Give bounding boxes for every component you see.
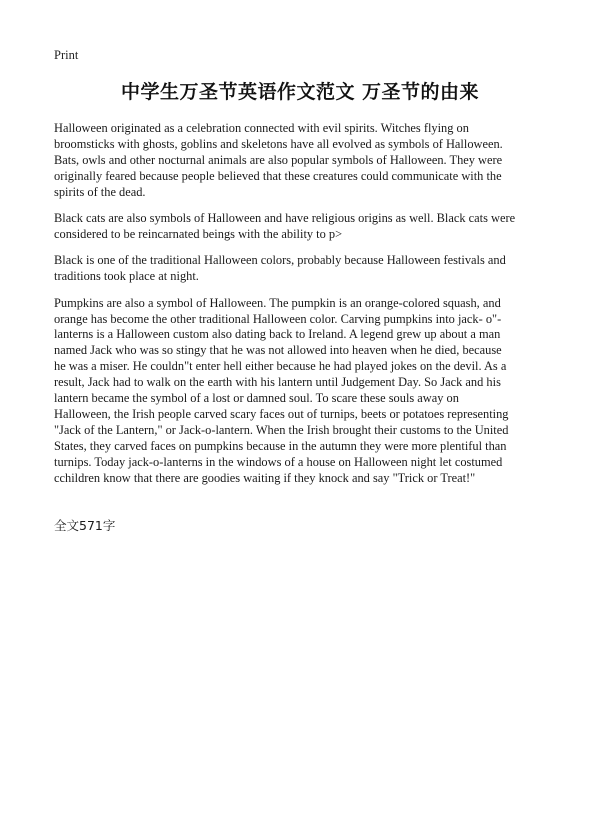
paragraph-black-color: Black is one of the traditional Halloween colors, probably because Halloween festivals and traditions took place at night. <box>54 253 506 284</box>
paragraph-origins: Halloween originated as a celebration connected with evil spirits. Witches flying on broomsticks with ghosts, goblins and skeletons have all evolved as symbols of Halloween. Bats, owls and other nocturnal animals are also popular symbols of Halloween. They were originally feared because people believed that these creatures could communicate with the spirits of the dead. <box>54 121 503 199</box>
paragraph-pumpkins: Pumpkins are also a symbol of Halloween. The pumpkin is an orange-colored squash, and orange has become the other traditional Halloween color. Carving pumpkins into jack- o"-lanterns is a Halloween custom also dating back to Ireland. A legend grew up about a man named Jack who was so stingy that he was not allowed into heaven when he died, because he was a miser. He couldn"t enter hell either because he had played jokes on the devil. As a result, Jack had to walk on the earth with his lantern until Judgement Day. So Jack and his lantern became the symbol of a lost or damned soul. To scare these souls away on Halloween, the Irish people carved scary faces out of turnips, beets or potatoes representing "Jack of the Lantern," or Jack-o-lantern. When the Irish brought their customs to the United States, they carved faces on pumpkins because in the autumn they were more plentiful than turnips. Today jack-o-lanterns in the windows of a house on Halloween night let costumed cchildren know that there are goodies waiting if they knock and say "Trick or Treat!" <box>54 295 509 485</box>
paragraph-black-cats: Black cats are also symbols of Halloween and have religious origins as well. Black cats were considered to be reincarnated beings with the ability to p> <box>54 211 516 241</box>
print-link[interactable]: Print <box>54 48 79 62</box>
article-body <box>54 121 516 497</box>
word-count: 全文571字 <box>54 518 116 533</box>
page-title: 中学生万圣节英语作文范文 万圣节的由来 <box>120 81 480 103</box>
